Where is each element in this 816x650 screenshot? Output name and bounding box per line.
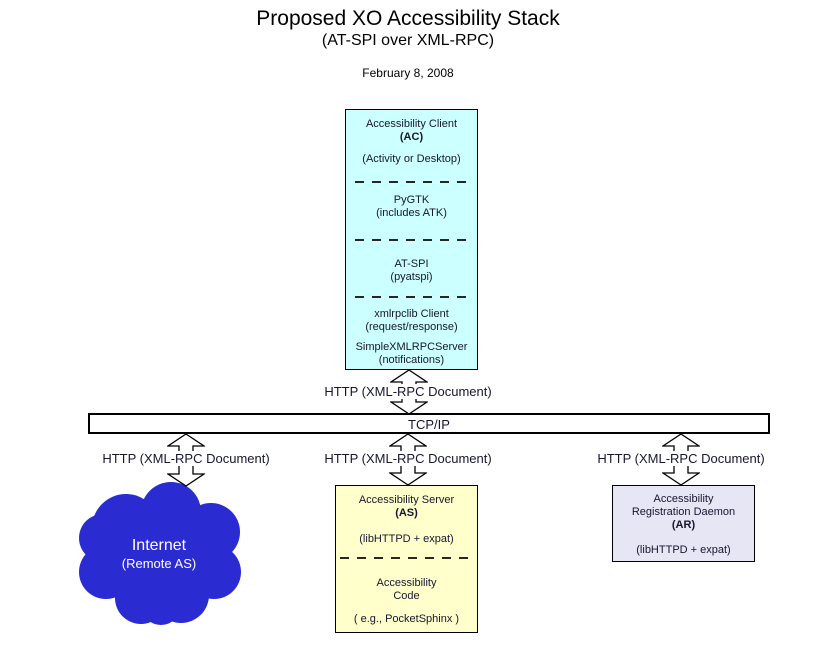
ac-abbr: (AC) xyxy=(399,131,424,143)
ar-lib: (libHTTPD + expat) xyxy=(636,544,731,556)
accessibility-server-box xyxy=(335,485,478,633)
cloud-title: Internet xyxy=(131,537,187,554)
atspi-title: AT-SPI xyxy=(394,258,429,270)
xmlrpclib-subtitle: (request/response) xyxy=(365,321,458,333)
tcpip-label: TCP/IP xyxy=(408,417,450,432)
cloud-subtitle: (Remote AS) xyxy=(121,556,197,571)
divider-dashed xyxy=(355,181,470,183)
http-label-server: HTTP (XML-RPC Document) xyxy=(321,451,494,466)
divider-dashed xyxy=(355,239,470,241)
http-label-internet: HTTP (XML-RPC Document) xyxy=(99,451,272,466)
page-date: February 8, 2008 xyxy=(362,66,454,80)
simplexmlrpcserver-title: SimpleXMLRPCServer xyxy=(355,341,468,353)
as-code-line1: Accessibility xyxy=(376,577,437,589)
cloud-shape xyxy=(76,480,242,630)
internet-cloud xyxy=(76,480,242,630)
as-example: ( e.g., PocketSphinx ) xyxy=(353,613,460,625)
pygtk-title: PyGTK xyxy=(393,194,430,206)
http-label-client: HTTP (XML-RPC Document) xyxy=(321,384,494,399)
page-title: Proposed XO Accessibility Stack xyxy=(256,7,560,30)
ac-title: Accessibility Client xyxy=(365,118,458,130)
as-abbr: (AS) xyxy=(395,507,418,519)
ar-line1: Accessibility xyxy=(653,493,714,505)
as-title: Accessibility Server xyxy=(358,494,455,506)
accessibility-registration-daemon-box xyxy=(612,485,755,562)
atspi-subtitle: (pyatspi) xyxy=(390,271,433,283)
as-lib: (libHTTPD + expat) xyxy=(359,533,454,545)
ac-subtitle: (Activity or Desktop) xyxy=(362,153,461,165)
ar-abbr: (AR) xyxy=(671,519,696,531)
ar-line2: Registration Daemon xyxy=(631,506,736,518)
page-subtitle: (AT-SPI over XML-RPC) xyxy=(321,32,495,49)
http-label-daemon: HTTP (XML-RPC Document) xyxy=(594,451,767,466)
divider-dashed xyxy=(340,557,473,559)
xmlrpclib-title: xmlrpclib Client xyxy=(374,308,449,320)
accessibility-client-box xyxy=(345,109,478,370)
tcpip-bar xyxy=(88,413,770,434)
pygtk-subtitle: (includes ATK) xyxy=(376,207,447,219)
simplexmlrpcserver-subtitle: (notifications) xyxy=(378,354,445,366)
divider-dashed xyxy=(355,296,470,298)
as-code-line2: Code xyxy=(393,590,420,602)
